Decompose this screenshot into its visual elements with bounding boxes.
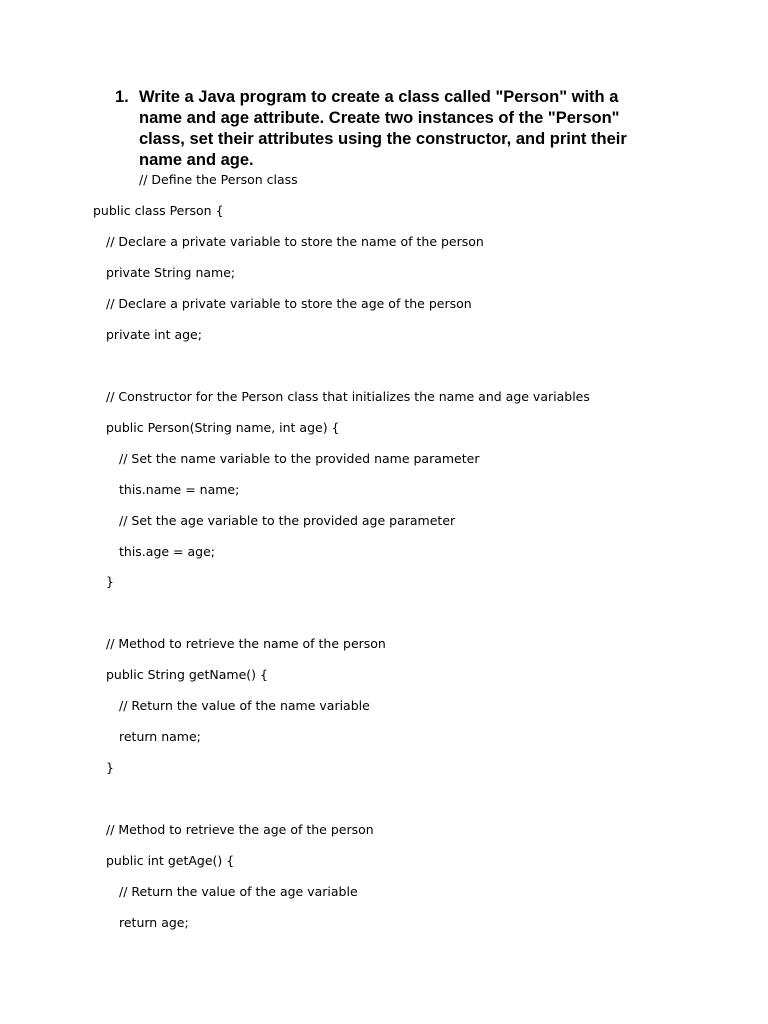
code-line: // Return the value of the age variable <box>119 884 358 899</box>
code-line: // Return the value of the name variable <box>119 698 370 713</box>
code-line: public Person(String name, int age) { <box>106 420 340 435</box>
code-line: // Declare a private variable to store the name of the person <box>106 234 484 249</box>
code-line: return name; <box>119 729 201 744</box>
code-line: // Method to retrieve the name of the person <box>106 636 386 651</box>
question-number: 1. <box>115 88 129 106</box>
question-text: Write a Java program to create a class called "Person" with a name and age attribute. Create two instances of the "Person" class, set their attributes using the constructor, and print their name and age. <box>139 88 627 169</box>
code-line: } <box>106 760 114 775</box>
code-line: // Method to retrieve the age of the person <box>106 822 374 837</box>
code-line: // Set the name variable to the provided name parameter <box>119 451 480 466</box>
code-line: private String name; <box>106 265 236 280</box>
code-line: // Set the age variable to the provided age parameter <box>119 513 456 528</box>
code-line: public class Person { <box>93 203 224 218</box>
code-line: // Declare a private variable to store the age of the person <box>106 296 472 311</box>
code-line: public int getAge() { <box>106 853 235 868</box>
question-item <box>115 87 655 171</box>
code-line: public String getName() { <box>106 667 268 682</box>
code-line: this.age = age; <box>119 544 215 559</box>
code-line: return age; <box>119 915 189 930</box>
code-line: } <box>106 574 114 589</box>
code-line: // Constructor for the Person class that initializes the name and age variables <box>106 389 590 404</box>
define-comment: // Define the Person class <box>139 172 298 187</box>
code-line: this.name = name; <box>119 482 240 497</box>
code-line: private int age; <box>106 327 202 342</box>
